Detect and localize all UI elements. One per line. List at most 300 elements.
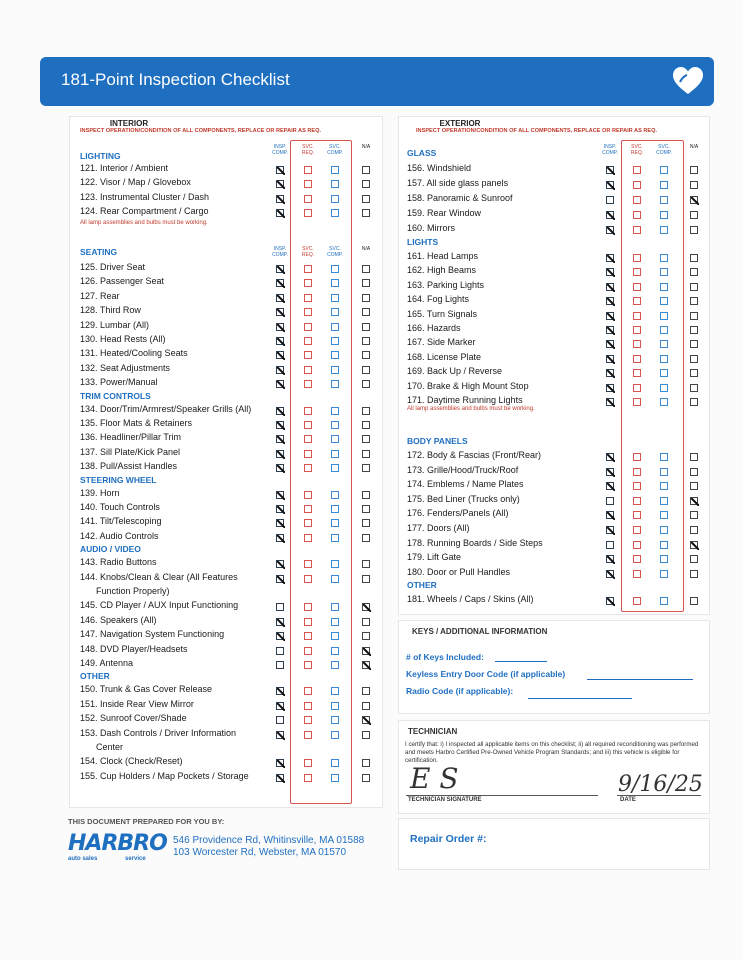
insp-checkbox[interactable] xyxy=(276,491,284,499)
svc-req-checkbox[interactable] xyxy=(633,555,641,563)
na-checkbox[interactable] xyxy=(690,166,698,174)
svc-req-checkbox[interactable] xyxy=(304,366,312,374)
na-checkbox[interactable] xyxy=(690,511,698,519)
svc-comp-checkbox[interactable] xyxy=(331,435,339,443)
svc-comp-checkbox[interactable] xyxy=(660,398,668,406)
na-checkbox[interactable] xyxy=(690,597,698,605)
svc-req-checkbox[interactable] xyxy=(304,421,312,429)
na-checkbox[interactable] xyxy=(362,534,370,542)
svc-req-checkbox[interactable] xyxy=(304,337,312,345)
keyless-label: Keyless Entry Door Code (if applicable) xyxy=(406,669,566,679)
body-item-label: 172. Body & Fascias (Front/Rear) xyxy=(407,450,542,460)
insp-checkbox[interactable] xyxy=(606,326,614,334)
insp-checkbox[interactable] xyxy=(606,526,614,534)
na-checkbox[interactable] xyxy=(362,632,370,640)
na-checkbox[interactable] xyxy=(362,618,370,626)
svc-comp-checkbox[interactable] xyxy=(331,351,339,359)
svc-req-checkbox[interactable] xyxy=(304,759,312,767)
other-title: OTHER xyxy=(80,671,110,682)
svc-comp-checkbox[interactable] xyxy=(331,774,339,782)
insp-checkbox[interactable] xyxy=(276,534,284,542)
svc-comp-checkbox[interactable] xyxy=(660,312,668,320)
na-checkbox[interactable] xyxy=(690,196,698,204)
svc-req-checkbox[interactable] xyxy=(304,603,312,611)
svc-req-checkbox[interactable] xyxy=(304,661,312,669)
na-checkbox[interactable] xyxy=(690,226,698,234)
svc-comp-checkbox[interactable] xyxy=(660,497,668,505)
svc-comp-checkbox[interactable] xyxy=(660,570,668,578)
seating-item-label: 128. Third Row xyxy=(80,305,141,316)
seating-item-label: 127. Rear xyxy=(80,290,120,301)
svc-comp-checkbox[interactable] xyxy=(660,297,668,305)
svc-req-checkbox[interactable] xyxy=(304,534,312,542)
insp-checkbox[interactable] xyxy=(276,366,284,374)
insp-checkbox[interactable] xyxy=(276,702,284,710)
svc-req-checkbox[interactable] xyxy=(304,491,312,499)
svc-req-checkbox[interactable] xyxy=(304,435,312,443)
insp-checkbox[interactable] xyxy=(606,166,614,174)
body-item-label: 177. Doors (All) xyxy=(407,523,470,533)
na-checkbox[interactable] xyxy=(690,482,698,490)
insp-checkbox[interactable] xyxy=(276,450,284,458)
svc-req-checkbox[interactable] xyxy=(633,384,641,392)
other-item-label: 151. Inside Rear View Mirror xyxy=(80,698,194,709)
insp-checkbox[interactable] xyxy=(276,407,284,415)
svc-comp-checkbox[interactable] xyxy=(331,464,339,472)
na-checkbox[interactable] xyxy=(362,351,370,359)
svc-comp-checkbox[interactable] xyxy=(331,661,339,669)
technician-signature[interactable]: E S xyxy=(410,762,459,795)
col-insp-header: INSP. COMP. xyxy=(272,144,288,156)
svc-req-checkbox[interactable] xyxy=(633,326,641,334)
svc-comp-checkbox[interactable] xyxy=(660,166,668,174)
repair-order-label: Repair Order #: xyxy=(410,833,487,845)
insp-checkbox[interactable] xyxy=(276,195,284,203)
svc-comp-checkbox[interactable] xyxy=(331,195,339,203)
lights-item-label: 170. Brake & High Mount Stop xyxy=(407,380,529,391)
insp-checkbox[interactable] xyxy=(276,279,284,287)
svc-req-checkbox[interactable] xyxy=(304,702,312,710)
svc-comp-checkbox[interactable] xyxy=(660,226,668,234)
other-item-label: 150. Trunk & Gas Cover Release xyxy=(80,684,213,695)
insp-checkbox[interactable] xyxy=(606,268,614,276)
insp-checkbox[interactable] xyxy=(276,618,284,626)
insp-checkbox[interactable] xyxy=(606,226,614,234)
insp-checkbox[interactable] xyxy=(276,180,284,188)
svc-req-checkbox[interactable] xyxy=(304,279,312,287)
na-checkbox[interactable] xyxy=(690,468,698,476)
na-checkbox[interactable] xyxy=(690,384,698,392)
svc-comp-checkbox[interactable] xyxy=(331,575,339,583)
na-checkbox[interactable] xyxy=(362,759,370,767)
svc-req-checkbox[interactable] xyxy=(633,541,641,549)
na-checkbox[interactable] xyxy=(362,265,370,273)
svc-comp-checkbox[interactable] xyxy=(331,702,339,710)
body-item-label: 174. Emblems / Name Plates xyxy=(407,479,524,490)
insp-checkbox[interactable] xyxy=(276,560,284,568)
insp-checkbox[interactable] xyxy=(276,731,284,739)
insp-checkbox[interactable] xyxy=(606,283,614,291)
insp-checkbox[interactable] xyxy=(606,468,614,476)
svc-req-checkbox[interactable] xyxy=(633,482,641,490)
svc-comp-checkbox[interactable] xyxy=(331,759,339,767)
na-checkbox[interactable] xyxy=(690,326,698,334)
insp-checkbox[interactable] xyxy=(276,294,284,302)
svc-comp-checkbox[interactable] xyxy=(331,294,339,302)
svc-req-checkbox[interactable] xyxy=(633,398,641,406)
insp-checkbox[interactable] xyxy=(276,603,284,611)
lights-item-label: 171. Daytime Running Lights xyxy=(407,395,523,405)
svc-comp-checkbox[interactable] xyxy=(660,511,668,519)
svc-comp-checkbox[interactable] xyxy=(331,560,339,568)
prepared-by: THIS DOCUMENT PREPARED FOR YOU BY: xyxy=(68,817,225,826)
svc-req-checkbox[interactable] xyxy=(304,647,312,655)
na-checkbox[interactable] xyxy=(690,355,698,363)
svc-req-checkbox[interactable] xyxy=(633,468,641,476)
glass-item-label: 159. Rear Window xyxy=(407,208,482,218)
na-checkbox[interactable] xyxy=(690,555,698,563)
svc-req-checkbox[interactable] xyxy=(633,211,641,219)
svc-comp-checkbox[interactable] xyxy=(660,181,668,189)
num-keys-field[interactable] xyxy=(495,661,547,662)
na-checkbox[interactable] xyxy=(690,453,698,461)
svc-comp-checkbox[interactable] xyxy=(660,268,668,276)
insp-checkbox[interactable] xyxy=(606,355,614,363)
svc-comp-checkbox[interactable] xyxy=(660,340,668,348)
na-checkbox[interactable] xyxy=(690,268,698,276)
na-checkbox[interactable] xyxy=(362,505,370,513)
insp-checkbox[interactable] xyxy=(606,541,614,549)
na-checkbox[interactable] xyxy=(362,702,370,710)
interior-title: INTERIOR xyxy=(109,119,149,128)
insp-checkbox[interactable] xyxy=(606,482,614,490)
na-checkbox[interactable] xyxy=(690,181,698,189)
svc-comp-checkbox[interactable] xyxy=(331,407,339,415)
svc-req-checkbox[interactable] xyxy=(633,196,641,204)
insp-checkbox[interactable] xyxy=(276,647,284,655)
svc-req-checkbox[interactable] xyxy=(304,294,312,302)
svc-comp-checkbox[interactable] xyxy=(660,384,668,392)
svc-req-checkbox[interactable] xyxy=(304,575,312,583)
na-checkbox[interactable] xyxy=(362,380,370,388)
na-checkbox[interactable] xyxy=(362,731,370,739)
svc-req-checkbox[interactable] xyxy=(304,308,312,316)
lights-item-label: 166. Hazards xyxy=(407,323,461,333)
insp-checkbox[interactable] xyxy=(276,323,284,331)
insp-checkbox[interactable] xyxy=(276,519,284,527)
na-checkbox[interactable] xyxy=(362,209,370,217)
insp-checkbox[interactable] xyxy=(276,759,284,767)
glass-item-label: 157. All side glass panels xyxy=(407,178,509,188)
svc-comp-checkbox[interactable] xyxy=(331,337,339,345)
lights-item-label: 164. Fog Lights xyxy=(407,294,470,305)
lights-title: LIGHTS xyxy=(407,237,439,247)
svc-comp-checkbox[interactable] xyxy=(660,468,668,476)
svc-comp-checkbox[interactable] xyxy=(331,618,339,626)
svc-comp-checkbox[interactable] xyxy=(331,647,339,655)
na-checkbox[interactable] xyxy=(690,570,698,578)
insp-checkbox[interactable] xyxy=(606,384,614,392)
trim-item-label: 137. Sill Plate/Kick Panel xyxy=(80,446,181,457)
na-checkbox[interactable] xyxy=(362,774,370,782)
svc-comp-checkbox[interactable] xyxy=(331,209,339,217)
svc-comp-checkbox[interactable] xyxy=(331,632,339,640)
insp-checkbox[interactable] xyxy=(606,211,614,219)
insp-checkbox[interactable] xyxy=(606,297,614,305)
lights-note: All lamp assemblies and bulbs must be working. xyxy=(407,406,535,413)
insp-checkbox[interactable] xyxy=(606,254,614,262)
svc-req-checkbox[interactable] xyxy=(633,526,641,534)
svc-comp-checkbox[interactable] xyxy=(331,534,339,542)
svc-comp-checkbox[interactable] xyxy=(331,308,339,316)
svc-req-checkbox[interactable] xyxy=(304,180,312,188)
col-comp-header: SVC. COMP. xyxy=(656,144,672,156)
na-checkbox[interactable] xyxy=(362,323,370,331)
svc-req-checkbox[interactable] xyxy=(304,560,312,568)
na-checkbox[interactable] xyxy=(362,294,370,302)
svc-comp-checkbox[interactable] xyxy=(331,265,339,273)
insp-checkbox[interactable] xyxy=(606,340,614,348)
svc-comp-checkbox[interactable] xyxy=(660,541,668,549)
lights-item-label: 161. Head Lamps xyxy=(407,251,479,261)
svc-comp-checkbox[interactable] xyxy=(331,603,339,611)
svc-req-checkbox[interactable] xyxy=(633,497,641,505)
na-checkbox[interactable] xyxy=(690,398,698,406)
exterior-title: EXTERIOR xyxy=(439,119,481,128)
na-checkbox[interactable] xyxy=(690,541,698,549)
interior-svc-frame xyxy=(290,140,352,804)
seating-item-label: 131. Heated/Cooling Seats xyxy=(80,348,188,359)
body-item-label: 173. Grille/Hood/Truck/Roof xyxy=(407,464,519,475)
svc-req-checkbox[interactable] xyxy=(304,519,312,527)
na-checkbox[interactable] xyxy=(362,560,370,568)
svc-comp-checkbox[interactable] xyxy=(331,366,339,374)
svc-comp-checkbox[interactable] xyxy=(660,482,668,490)
svc-comp-checkbox[interactable] xyxy=(331,450,339,458)
svc-req-checkbox[interactable] xyxy=(633,181,641,189)
steering-title: STEERING WHEEL xyxy=(80,474,157,485)
svc-req-checkbox[interactable] xyxy=(633,297,641,305)
insp-checkbox[interactable] xyxy=(276,774,284,782)
signature-line xyxy=(406,795,598,796)
svc-comp-checkbox[interactable] xyxy=(331,166,339,174)
logo-text: HARBRO xyxy=(68,831,167,856)
date-value[interactable]: 9/16/25 xyxy=(618,772,703,797)
keyless-field[interactable] xyxy=(587,679,693,680)
insp-checkbox[interactable] xyxy=(606,597,614,605)
na-checkbox[interactable] xyxy=(690,211,698,219)
na-checkbox[interactable] xyxy=(362,716,370,724)
svc-comp-checkbox[interactable] xyxy=(331,716,339,724)
svc-req-checkbox[interactable] xyxy=(633,355,641,363)
svc-req-checkbox[interactable] xyxy=(304,632,312,640)
svc-req-checkbox[interactable] xyxy=(304,407,312,415)
svc-req-checkbox[interactable] xyxy=(304,505,312,513)
svc-comp-checkbox[interactable] xyxy=(331,180,339,188)
insp-checkbox[interactable] xyxy=(276,421,284,429)
svc-comp-checkbox[interactable] xyxy=(331,505,339,513)
svc-comp-checkbox[interactable] xyxy=(660,254,668,262)
na-checkbox[interactable] xyxy=(362,603,370,611)
svc-comp-checkbox[interactable] xyxy=(331,519,339,527)
svc-req-checkbox[interactable] xyxy=(633,340,641,348)
svc-req-checkbox[interactable] xyxy=(304,166,312,174)
svc-req-checkbox[interactable] xyxy=(304,618,312,626)
insp-checkbox[interactable] xyxy=(276,351,284,359)
svc-comp-checkbox[interactable] xyxy=(660,555,668,563)
insp-checkbox[interactable] xyxy=(606,181,614,189)
svc-req-checkbox[interactable] xyxy=(633,166,641,174)
na-checkbox[interactable] xyxy=(690,340,698,348)
glass-item-label: 156. Windshield xyxy=(407,163,472,173)
svc-req-checkbox[interactable] xyxy=(633,511,641,519)
svc-comp-checkbox[interactable] xyxy=(660,196,668,204)
svc-req-checkbox[interactable] xyxy=(304,774,312,782)
steering-item-label: 141. Tilt/Telescoping xyxy=(80,516,162,527)
svc-comp-checkbox[interactable] xyxy=(660,369,668,377)
insp-checkbox[interactable] xyxy=(276,209,284,217)
insp-checkbox[interactable] xyxy=(276,380,284,388)
insp-checkbox[interactable] xyxy=(276,265,284,273)
svc-req-checkbox[interactable] xyxy=(633,453,641,461)
svc-req-checkbox[interactable] xyxy=(633,254,641,262)
insp-checkbox[interactable] xyxy=(276,575,284,583)
na-checkbox[interactable] xyxy=(362,450,370,458)
na-checkbox[interactable] xyxy=(362,435,370,443)
na-checkbox[interactable] xyxy=(362,407,370,415)
insp-checkbox[interactable] xyxy=(606,497,614,505)
na-checkbox[interactable] xyxy=(362,687,370,695)
body-item-label: 179. Lift Gate xyxy=(407,552,462,563)
col-svc-header: SVC. REQ. xyxy=(301,246,315,258)
insp-checkbox[interactable] xyxy=(276,632,284,640)
na-checkbox[interactable] xyxy=(690,312,698,320)
svc-comp-checkbox[interactable] xyxy=(331,380,339,388)
svc-req-checkbox[interactable] xyxy=(304,731,312,739)
svc-comp-checkbox[interactable] xyxy=(331,279,339,287)
trim-item-label: 136. Headliner/Pillar Trim xyxy=(80,432,182,443)
na-checkbox[interactable] xyxy=(362,647,370,655)
na-checkbox[interactable] xyxy=(362,519,370,527)
audio-item-label: 149. Antenna xyxy=(80,658,134,668)
svc-comp-checkbox[interactable] xyxy=(331,731,339,739)
svc-comp-checkbox[interactable] xyxy=(660,326,668,334)
lighting-item-label: 123. Instrumental Cluster / Dash xyxy=(80,191,210,202)
svc-req-checkbox[interactable] xyxy=(304,716,312,724)
seating-title: SEATING xyxy=(80,247,118,257)
insp-checkbox[interactable] xyxy=(606,398,614,406)
na-checkbox[interactable] xyxy=(362,308,370,316)
insp-checkbox[interactable] xyxy=(606,453,614,461)
insp-checkbox[interactable] xyxy=(606,511,614,519)
insp-checkbox[interactable] xyxy=(276,337,284,345)
insp-checkbox[interactable] xyxy=(276,716,284,724)
na-checkbox[interactable] xyxy=(362,279,370,287)
svc-comp-checkbox[interactable] xyxy=(660,211,668,219)
svc-comp-checkbox[interactable] xyxy=(331,421,339,429)
svc-comp-checkbox[interactable] xyxy=(331,491,339,499)
na-checkbox[interactable] xyxy=(362,180,370,188)
na-checkbox[interactable] xyxy=(362,661,370,669)
na-checkbox[interactable] xyxy=(690,526,698,534)
lighting-item-label: 122. Visor / Map / Glovebox xyxy=(80,177,191,188)
svc-req-checkbox[interactable] xyxy=(304,265,312,273)
insp-checkbox[interactable] xyxy=(606,312,614,320)
svc-comp-checkbox[interactable] xyxy=(331,323,339,331)
lights-item-label: 167. Side Marker xyxy=(407,337,476,348)
svc-req-checkbox[interactable] xyxy=(304,687,312,695)
na-checkbox[interactable] xyxy=(362,337,370,345)
svc-comp-checkbox[interactable] xyxy=(660,526,668,534)
svc-req-checkbox[interactable] xyxy=(633,570,641,578)
na-checkbox[interactable] xyxy=(690,497,698,505)
na-checkbox[interactable] xyxy=(362,366,370,374)
radio-field[interactable] xyxy=(528,698,632,699)
page-title: 181-Point Inspection Checklist xyxy=(61,70,290,89)
logo-sub-right: service xyxy=(125,856,146,862)
na-checkbox[interactable] xyxy=(362,575,370,583)
na-checkbox[interactable] xyxy=(690,283,698,291)
svc-comp-checkbox[interactable] xyxy=(660,355,668,363)
audio-item-label: 144. Knobs/Clean & Clear (All Features xyxy=(80,571,238,582)
svc-comp-checkbox[interactable] xyxy=(660,453,668,461)
insp-checkbox[interactable] xyxy=(606,555,614,563)
na-checkbox[interactable] xyxy=(362,491,370,499)
svc-comp-checkbox[interactable] xyxy=(331,687,339,695)
insp-checkbox[interactable] xyxy=(276,308,284,316)
svc-req-checkbox[interactable] xyxy=(304,323,312,331)
svc-req-checkbox[interactable] xyxy=(633,226,641,234)
na-checkbox[interactable] xyxy=(690,369,698,377)
seating-item-label: 133. Power/Manual xyxy=(80,377,158,388)
svc-comp-checkbox[interactable] xyxy=(660,283,668,291)
svc-req-checkbox[interactable] xyxy=(633,283,641,291)
insp-checkbox[interactable] xyxy=(606,570,614,578)
lighting-note: All lamp assemblies and bulbs must be working. xyxy=(80,219,208,226)
insp-checkbox[interactable] xyxy=(606,196,614,204)
svc-req-checkbox[interactable] xyxy=(633,369,641,377)
svc-req-checkbox[interactable] xyxy=(304,209,312,217)
svc-req-checkbox[interactable] xyxy=(633,597,641,605)
na-checkbox[interactable] xyxy=(362,195,370,203)
na-checkbox[interactable] xyxy=(362,421,370,429)
svc-req-checkbox[interactable] xyxy=(304,380,312,388)
svc-req-checkbox[interactable] xyxy=(633,268,641,276)
ext-other-title: OTHER xyxy=(407,580,437,591)
other-item-label: 155. Cup Holders / Map Pockets / Storage xyxy=(80,770,249,781)
num-keys-label: # of Keys Included: xyxy=(406,652,484,662)
address-1: 546 Providence Rd, Whitinsville, MA 01588 xyxy=(173,835,365,846)
svc-req-checkbox[interactable] xyxy=(304,450,312,458)
na-checkbox[interactable] xyxy=(362,166,370,174)
svc-comp-checkbox[interactable] xyxy=(660,597,668,605)
svc-req-checkbox[interactable] xyxy=(304,195,312,203)
insp-checkbox[interactable] xyxy=(276,464,284,472)
insp-checkbox[interactable] xyxy=(276,661,284,669)
insp-checkbox[interactable] xyxy=(606,369,614,377)
na-checkbox[interactable] xyxy=(690,297,698,305)
svc-req-checkbox[interactable] xyxy=(304,351,312,359)
insp-checkbox[interactable] xyxy=(276,687,284,695)
insp-checkbox[interactable] xyxy=(276,435,284,443)
lighting-item-label: 124. Rear Compartment / Cargo xyxy=(80,206,209,217)
insp-checkbox[interactable] xyxy=(276,505,284,513)
svc-req-checkbox[interactable] xyxy=(304,464,312,472)
na-checkbox[interactable] xyxy=(362,464,370,472)
svc-req-checkbox[interactable] xyxy=(633,312,641,320)
na-checkbox[interactable] xyxy=(690,254,698,262)
insp-checkbox[interactable] xyxy=(276,166,284,174)
